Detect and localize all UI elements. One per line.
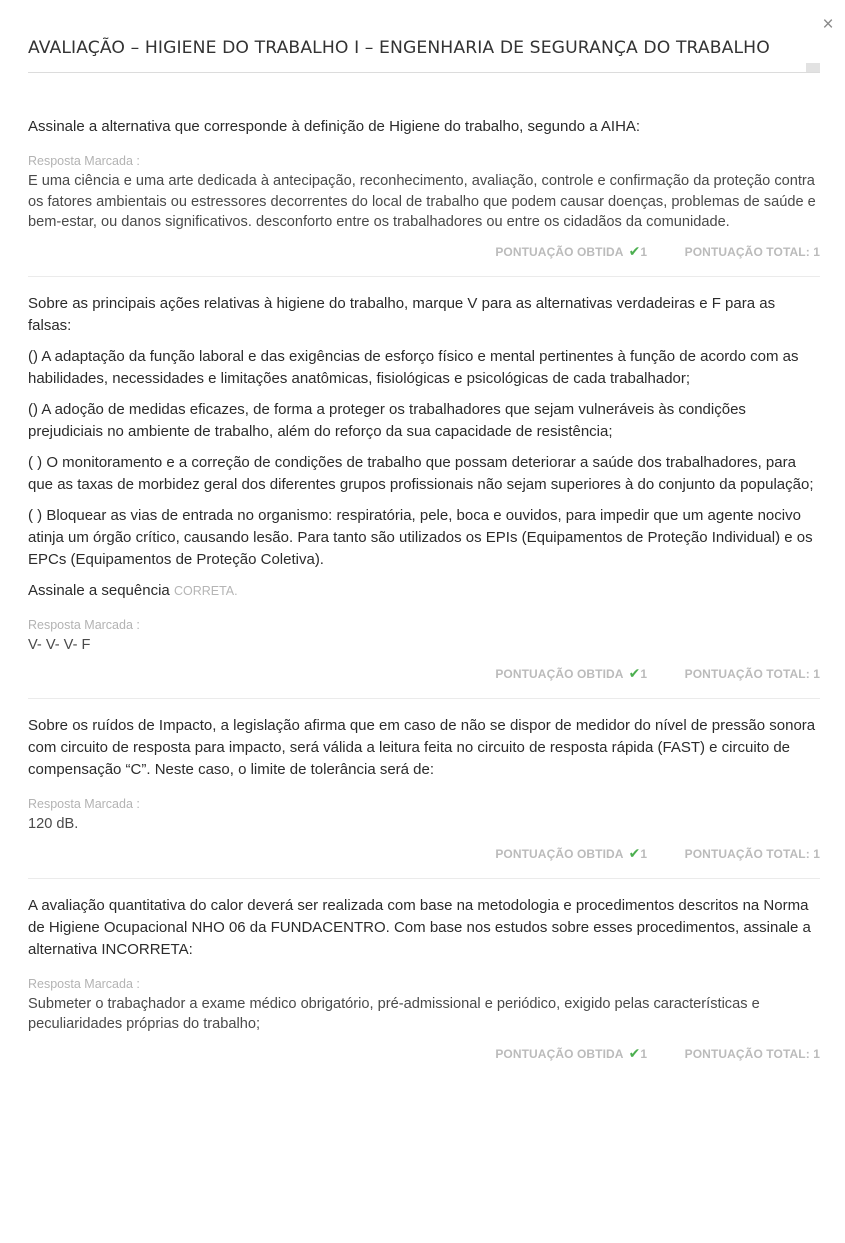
final-prompt-muted: CORRETA. <box>173 583 238 598</box>
question-paragraph: A avaliação quantitativa do calor deverá ser realizada com base na metodologia e procedimentos descritos na Norma de Higiene Ocupacional NHO 06 da FUNDACENTRO. Com base nos estudos sobre esses procedimentos, assinale a alternativa INCORRETA: <box>28 896 811 958</box>
question-card <box>28 715 820 879</box>
score-total: PONTUAÇÃO TOTAL: 1 <box>684 244 820 259</box>
score-total: PONTUAÇÃO TOTAL: 1 <box>684 667 820 681</box>
question-paragraph: Sobre os ruídos de Impacto, a legislação afirma que em caso de não se dispor de medidor do nível de pressão sonora com circuito de resposta para impacto, será válida a leitura feita no circuito de resposta rápida (FAST) e circuito de compensação “C”. Neste caso, o limite de tolerância será de: <box>28 717 816 778</box>
question-text <box>28 116 820 138</box>
questions-list <box>28 104 820 1078</box>
question-text <box>28 895 820 961</box>
check-icon: ✔ <box>628 242 641 259</box>
answer-label: Resposta Marcada : <box>28 617 140 632</box>
score-row <box>28 1045 820 1078</box>
score-total: PONTUAÇÃO TOTAL: 1 <box>684 1046 820 1061</box>
answer-label: Resposta Marcada : <box>28 976 140 991</box>
question-paragraph: Sobre as principais ações relativas à higiene do trabalho, marque V para as alternativas verdadeiras e F para as falsas: <box>28 294 776 334</box>
score-obtained-value: 1 <box>640 244 648 259</box>
question-paragraph: () A adoção de medidas eficazes, de forma a proteger os trabalhadores que sejam vulneráveis às condições prejudiciais no ambiente de trabalho, além do reforço da sua capacidade de resistência; <box>28 400 746 440</box>
check-icon: ✔ <box>628 1044 641 1061</box>
question-paragraph: ( ) Bloquear as vias de entrada no organismo: respiratória, pele, boca e ouvidos, para impedir que um agente nocivo atinja um órgão crítico, causando lesão. Para tanto são utilizados os EPIs (Equipamentos de Proteção Individual) e os EPCs (Equipamentos de Proteção Coletiva). <box>28 506 813 568</box>
question-card <box>28 116 820 277</box>
answer-text: V- V- V- F <box>28 636 91 653</box>
question-text <box>28 715 820 781</box>
title-divider <box>28 72 820 73</box>
score-row <box>28 845 820 878</box>
question-spacer <box>28 879 820 895</box>
final-prompt-text: Assinale a sequência <box>28 581 170 599</box>
score-row <box>28 665 820 698</box>
question-paragraph: () A adaptação da função laboral e das exigências de esforço físico e mental pertinentes à função de acordo com as habilidades, necessidades e limitações anatômicas, fisiológicas e psicológicas de cada trabalhador; <box>28 347 799 387</box>
score-obtained-value: 1 <box>640 667 648 681</box>
scrollbar-thumb[interactable] <box>806 63 820 72</box>
score-obtained-value: 1 <box>640 1046 648 1061</box>
question-final-prompt <box>28 580 820 602</box>
answer-text: 120 dB. <box>28 816 79 832</box>
question-card <box>28 895 820 1078</box>
question-paragraph: ( ) O monitoramento e a correção de condições de trabalho que possam deteriorar a saúde dos trabalhadores, para que as taxas de morbidez geral dos diferentes grupos profissionais não sejam superiores à do conjunto da população; <box>28 453 814 493</box>
question-text <box>28 293 820 602</box>
modal-title: AVALIAÇÃO – HIGIENE DO TRABALHO I – ENGENHARIA DE SEGURANÇA DO TRABALHO <box>28 38 770 58</box>
score-obtained-label: PONTUAÇÃO OBTIDA <box>495 667 624 681</box>
score-row <box>28 243 820 276</box>
check-icon: ✔ <box>628 844 641 861</box>
answer-text: Submeter o trabaçhador a exame médico obrigatório, pré-admissional e periódico, exigido pelas características e peculiaridades próprias do trabalho; <box>28 995 760 1032</box>
close-icon[interactable]: × <box>822 14 834 35</box>
score-obtained-value: 1 <box>640 846 648 861</box>
answer-text: E uma ciência e uma arte dedicada à antecipação, reconhecimento, avaliação, controle e confirmação da proteção contra os fatores ambientais ou estressores decorrentes do local de trabalho que podem causar doenças, problemas de saúde e bem-estar, ou danos significativos. desconforto entre os trabalhadores ou entre os cidadãos da comunidade. <box>28 173 816 230</box>
answer-label: Resposta Marcada : <box>28 154 140 168</box>
question-card <box>28 293 820 700</box>
score-total: PONTUAÇÃO TOTAL: 1 <box>684 846 820 861</box>
question-paragraph: Assinale a alternativa que corresponde à definição de Higiene do trabalho, segundo a AIHA: <box>28 118 641 135</box>
score-obtained-label: PONTUAÇÃO OBTIDA <box>495 244 624 259</box>
check-icon: ✔ <box>628 665 641 681</box>
question-spacer <box>28 699 820 715</box>
question-spacer <box>28 277 820 293</box>
score-obtained-label: PONTUAÇÃO OBTIDA <box>495 846 624 861</box>
answer-label: Resposta Marcada : <box>28 797 140 811</box>
score-obtained-label: PONTUAÇÃO OBTIDA <box>495 1046 624 1061</box>
